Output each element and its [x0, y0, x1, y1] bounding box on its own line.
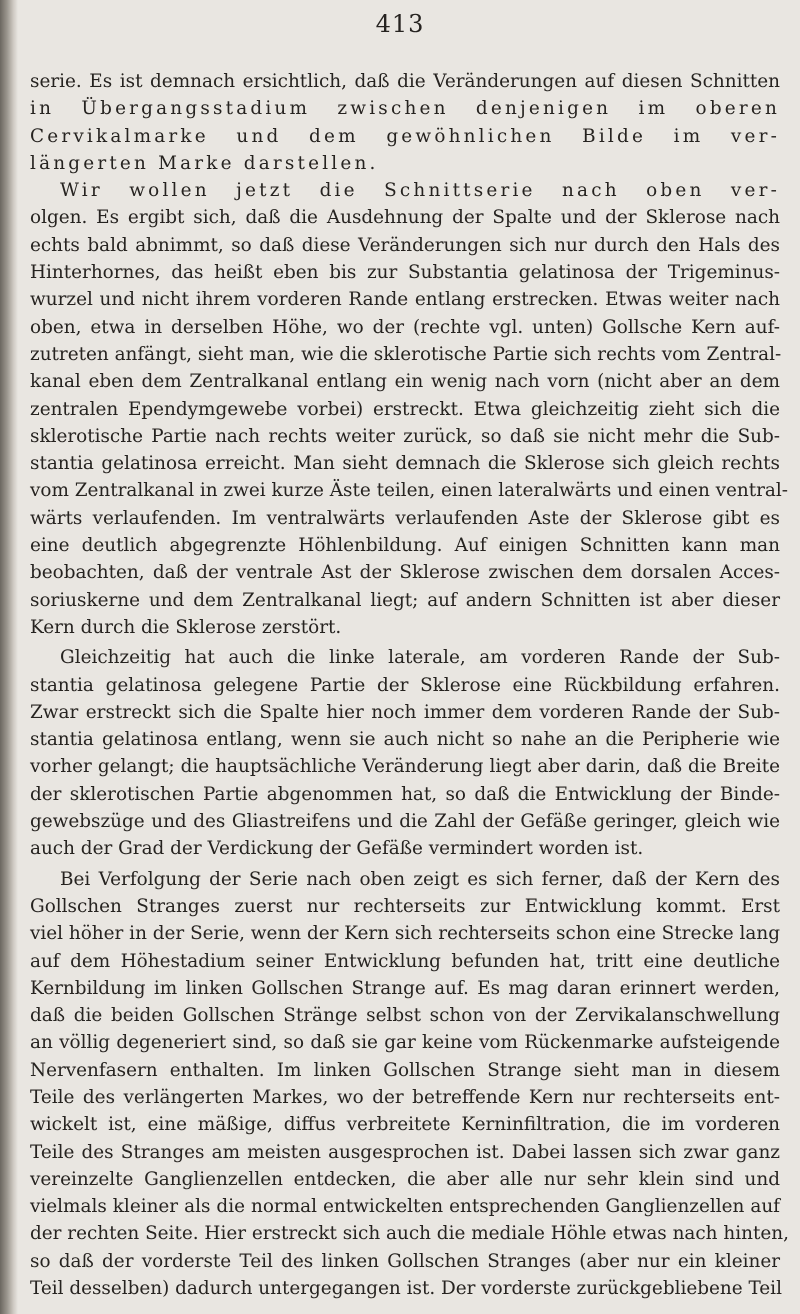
text-line: zutreten anfängt, sieht man, wie die sklerotische Partie sich rechts vom Zentral-	[30, 343, 782, 365]
text-line: auch der Grad der Verdickung der Gefäße vermindert worden ist.	[30, 838, 644, 860]
paragraph	[30, 644, 780, 862]
text-line: sklerotische Partie nach rechts weiter zurück, so daß sie nicht mehr die Sub-	[30, 425, 780, 447]
text-line: der rechten Seite. Hier erstreckt sich auch die mediale Höhle etwas nach hinten,	[30, 1223, 789, 1245]
text-line: Cervikalmarke und dem gewöhnlichen Bilde im ver-	[30, 125, 780, 147]
text-line: daß die beiden Gollschen Stränge selbst schon von der Zervikalanschwellung	[30, 1005, 780, 1027]
text-line: oben, etwa in derselben Höhe, wo der (rechte vgl. unten) Gollsche Kern auf-	[30, 316, 780, 338]
text-line: serie. Es ist demnach ersichtlich, daß die Veränderungen auf diesen Schnitten	[30, 71, 780, 92]
text-line: eine deutlich abgegrenzte Höhlenbildung. Auf einigen Schnitten kann man	[30, 535, 780, 557]
text-line: wurzel und nicht ihrem vorderen Rande entlang erstrecken. Etwas weiter nach	[30, 289, 780, 311]
text-line: an völlig degeneriert sind, so daß sie gar keine vom Rückenmarke aufsteigende	[30, 1032, 780, 1054]
page-number: 413	[375, 10, 425, 38]
text-line: vorher gelangt; die hauptsächliche Veränderung liegt aber darin, daß die Breite	[30, 756, 780, 778]
text-line: so daß der vorderste Teil des linken Gollschen Stranges (aber nur ein kleiner	[30, 1250, 780, 1272]
text-line: beobachten, daß der ventrale Ast der Sklerose zwischen dem dorsalen Acces-	[30, 562, 780, 584]
text-line: auf dem Höhestadium seiner Entwicklung befunden hat, tritt eine deutliche	[30, 950, 780, 972]
text-line: Kern durch die Sklerose zerstört.	[30, 616, 342, 638]
text-line: Nervenfasern enthalten. Im linken Gollschen Strange sieht man in diesem	[30, 1059, 780, 1081]
text-line: vereinzelte Ganglienzellen entdecken, die aber alle nur sehr klein sind und	[30, 1168, 780, 1190]
text-line: Kernbildung im linken Gollschen Strange auf. Es mag daran erinnert werden,	[30, 977, 780, 999]
text-line: viel höher in der Serie, wenn der Kern sich rechterseits schon eine Strecke lang	[30, 923, 780, 945]
text-line: Teil desselben) dadurch untergegangen ist. Der vorderste zurückgebliebene Teil	[30, 1278, 782, 1300]
text-line: soriuskerne und dem Zentralkanal liegt; auf andern Schnitten ist aber dieser	[30, 589, 780, 611]
text-line: stantia gelatinosa gelegene Partie der Sklerose eine Rückbildung erfahren.	[30, 674, 780, 696]
text-line: längerten Marke darstellen.	[30, 152, 379, 174]
text-line: stantia gelatinosa erreicht. Man sieht demnach die Sklerose sich gleich rechts	[30, 453, 780, 475]
text-line: zentralen Ependymgewebe vorbei) erstreckt. Etwa gleichzeitig zieht sich die	[30, 398, 780, 420]
text-line: olgen. Es ergibt sich, daß die Ausdehnung der Spalte und der Sklerose nach	[30, 207, 780, 229]
text-line: Zwar erstreckt sich die Spalte hier noch immer dem vorderen Rande der Sub-	[30, 701, 780, 723]
paragraph	[30, 68, 780, 177]
text-line: kanal eben dem Zentralkanal entlang ein wenig nach vorn (nicht aber an dem	[30, 371, 780, 393]
text-line: Bei Verfolgung der Serie nach oben zeigt es sich ferner, daß der Kern des	[60, 868, 780, 890]
text-line: vom Zentralkanal in zwei kurze Äste teilen, einen lateralwärts und einen ventral-	[30, 480, 788, 502]
text-line: Gollschen Stranges zuerst nur rechterseits zur Entwicklung kommt. Erst	[30, 895, 780, 917]
text-line: stantia gelatinosa entlang, wenn sie auch nicht so nahe an die Peripherie wie	[30, 729, 780, 751]
text-line: wickelt ist, eine mäßige, diffus verbreitete Kerninfiltration, die im vorderen	[30, 1114, 780, 1136]
body-text	[30, 68, 789, 1302]
text-line: wärts verlaufenden. Im ventralwärts verlaufenden Aste der Sklerose gibt es	[30, 507, 780, 529]
text-line: Teile des verlängerten Markes, wo der betreffende Kern nur rechterseits ent-	[30, 1086, 780, 1108]
book-binding-edge	[0, 0, 18, 1314]
text-line: Hinterhornes, das heißt eben bis zur Substantia gelatinosa der Trigeminus-	[30, 262, 780, 284]
paragraph	[30, 177, 788, 641]
text-line: echts bald abnimmt, so daß diese Veränderungen sich nur durch den Hals des	[30, 234, 780, 256]
text-line: Gleichzeitig hat auch die linke laterale, am vorderen Rande der Sub-	[60, 647, 780, 669]
text-line: der sklerotischen Partie abgenommen hat, so daß die Entwicklung der Binde-	[30, 783, 780, 805]
text-line: in Übergangsstadium zwischen denjenigen im oberen	[30, 98, 780, 120]
text-line: Teile des Stranges am meisten ausgesprochen ist. Dabei lassen sich zwar ganz	[30, 1141, 780, 1163]
paragraph	[30, 866, 789, 1303]
text-line: Wir wollen jetzt die Schnittserie nach oben ver-	[60, 180, 780, 202]
text-line: gewebszüge und des Gliastreifens und die Zahl der Gefäße geringer, gleich wie	[30, 811, 780, 833]
text-line: vielmals kleiner als die normal entwickelten entsprechenden Ganglienzellen auf	[30, 1196, 780, 1218]
